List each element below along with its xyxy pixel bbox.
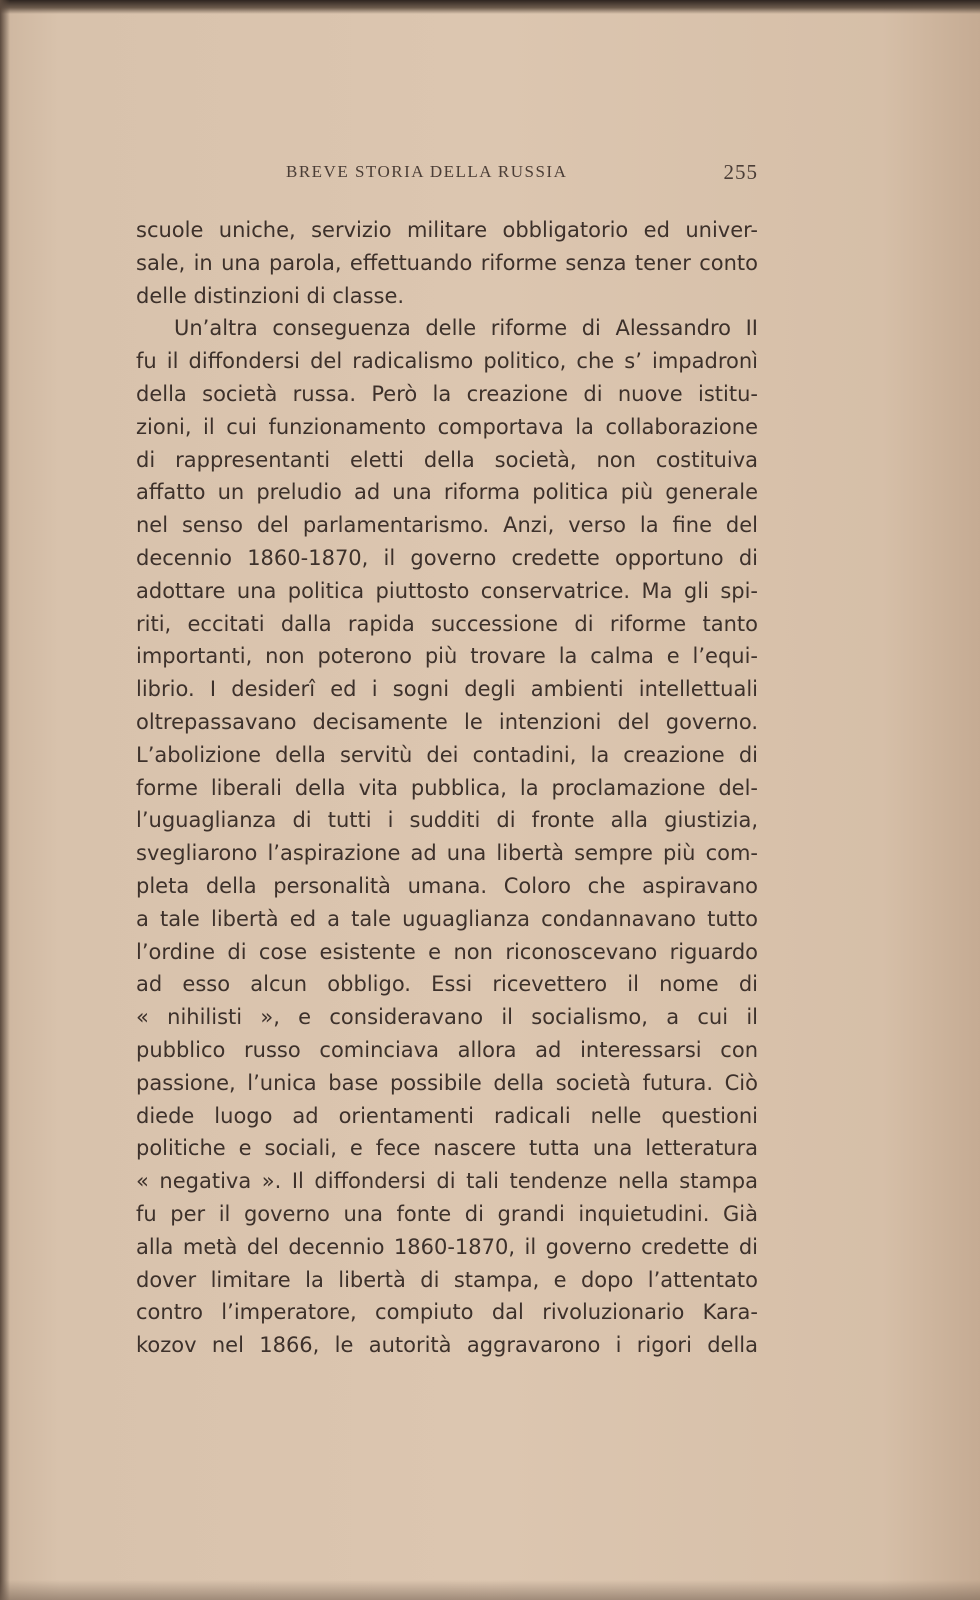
text-line: decennio 1860-1870, il governo credette opportuno di <box>136 545 758 570</box>
text-line: politiche e sociali, e fece nascere tutta una letteratura <box>136 1136 758 1161</box>
text-line: delle distinzioni di classe. <box>136 283 405 308</box>
text-line: dover limitare la libertà di stampa, e dopo l’attentato <box>136 1267 758 1292</box>
text-line: di rappresentanti eletti della società, non costituiva <box>136 447 758 472</box>
text-line: fu il diffondersi del radicalismo politico, che s’ impadronì <box>136 349 758 374</box>
text-line: « nihilisti », e consideravano il socialismo, a cui il <box>136 1005 758 1030</box>
text-line: scuole uniche, servizio militare obbligatorio ed univer- <box>136 218 758 242</box>
page-top-edge <box>0 0 980 14</box>
text-line: diede luogo ad orientamenti radicali nelle questioni <box>136 1103 758 1128</box>
text-line: forme liberali della vita pubblica, la proclamazione del- <box>136 775 758 800</box>
text-line: alla metà del decennio 1860-1870, il governo credette di <box>136 1234 758 1259</box>
text-line: zioni, il cui funzionamento comportava la collaborazione <box>136 414 758 439</box>
text-line: importanti, non poterono più trovare la calma e l’equi- <box>136 644 758 669</box>
page-bottom-edge <box>0 1580 980 1600</box>
text-line: adottare una politica piuttosto conservatrice. Ma gli spi- <box>136 578 758 603</box>
text-line: Un’altra conseguenza delle riforme di Alessandro II <box>174 316 758 341</box>
text-line: nel senso del parlamentarismo. Anzi, verso la fine del <box>136 513 758 538</box>
text-line: passione, l’unica base possibile della società futura. Ciò <box>136 1070 758 1095</box>
text-line: a tale libertà ed a tale uguaglianza condannavano tutto <box>136 906 758 931</box>
page-number: 255 <box>723 160 758 184</box>
text-line: l’uguaglianza di tutti i sudditi di fronte alla giustizia, <box>136 808 758 833</box>
text-line: l’ordine di cose esistente e non riconoscevano riguardo <box>136 939 758 964</box>
text-line: riti, eccitati dalla rapida successione di riforme tanto <box>136 611 758 636</box>
text-line: della società russa. Però la creazione di nuove istitu- <box>136 381 758 406</box>
text-line: svegliarono l’aspirazione ad una libertà sempre più com- <box>136 841 758 866</box>
text-line: « negativa ». Il diffondersi di tali tendenze nella stampa <box>136 1169 758 1194</box>
text-line: L’abolizione della servitù dei contadini, la creazione di <box>136 742 758 767</box>
text-line: librio. I desiderî ed i sogni degli ambienti intellettuali <box>136 677 758 702</box>
text-line: pubblico russo cominciava allora ad interessarsi con <box>136 1037 758 1062</box>
text-line: fu per il governo una fonte di grandi inquietudini. Già <box>136 1201 758 1226</box>
text-line: affatto un preludio ad una riforma politica più generale <box>136 480 758 505</box>
text-line: oltrepassavano decisamente le intenzioni del governo. <box>136 709 758 734</box>
text-line: ad esso alcun obbligo. Essi ricevettero il nome di <box>136 972 758 997</box>
text-line: kozov nel 1866, le autorità aggravarono i rigori della <box>136 1333 758 1358</box>
page-left-edge <box>0 0 10 1600</box>
text-line: contro l’imperatore, compiuto dal rivoluzionario Kara- <box>136 1300 758 1325</box>
text-line: pleta della personalità umana. Coloro che aspiravano <box>136 873 758 898</box>
running-title: BREVE STORIA DELLA RUSSIA <box>286 162 568 181</box>
body-text <box>136 214 758 1362</box>
text-line: sale, in una parola, effettuando riforme senza tener conto <box>136 250 758 275</box>
running-head <box>130 162 758 186</box>
